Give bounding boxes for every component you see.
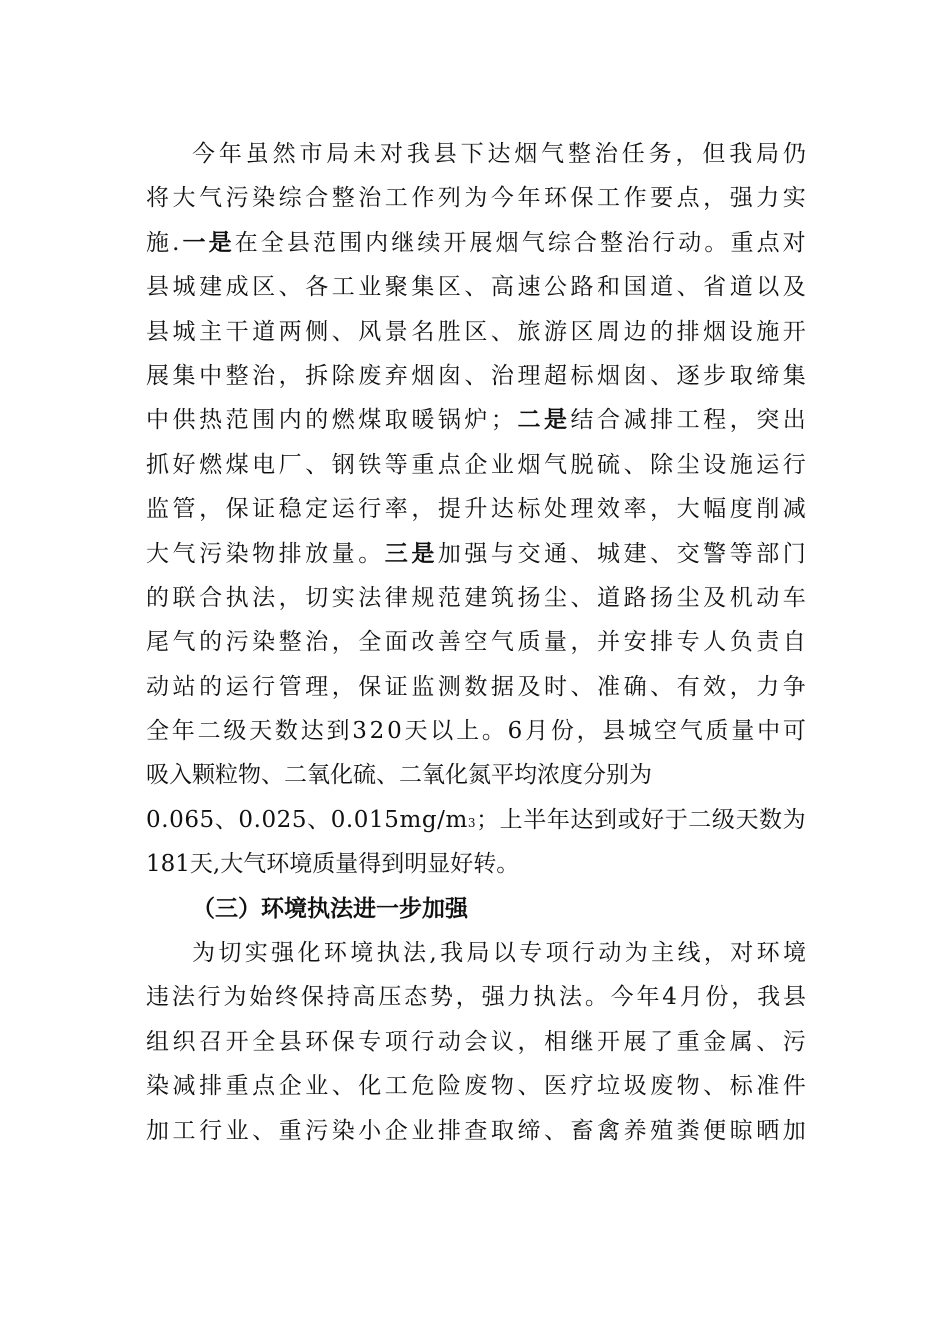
paragraph-line: 组 织 召 开 全 县 环 保 专 项 行 动 会 议 ， 相 继 开 展 了 重 金 属 、 污 bbox=[146, 1028, 806, 1055]
paragraph-line: 为 切 实 强 化 环 境 执 法 , 我 局 以 专 项 行 动 为 主 线 ， 对 环 境 bbox=[192, 940, 806, 967]
paragraph-line: 动 站 的 运 行 管 理 ， 保 证 监 测 数 据 及 时 、 准 确 、 有 效 ， 力 争 bbox=[146, 673, 806, 700]
section-heading bbox=[146, 887, 806, 931]
paragraph-line: 尾 气 的 污 染 整 治 ， 全 面 改 善 空 气 质 量 ， 并 安 排 专 人 负 责 自 bbox=[146, 629, 806, 656]
paragraph-line: 展 集 中 整 治 ， 拆 除 废 弃 烟 囱 、 治 理 超 标 烟 囱 、 逐 步 取 缔 集 bbox=[146, 362, 806, 389]
paragraph-line: 全 年 二 级 天 数 达 到 3 2 0 天 以 上 。 6 月 份 ， 县 城 空 气 质 量 中 可 bbox=[146, 718, 806, 745]
paragraph-line: 监 管 ， 保 证 稳 定 运 行 率 ， 提 升 达 标 处 理 效 率 ， 大 幅 度 削 减 bbox=[146, 496, 806, 523]
line-text: 181天,大气环境质量得到明显好转。 bbox=[146, 851, 520, 878]
paragraph-line: 违 法 行 为 始 终 保 持 高 压 态 势 ， 强 力 执 法 。 今 年 4 月 份 ， 我 县 bbox=[146, 984, 806, 1011]
paragraph-line: 县 城 主 干 道 两 侧 、 风 景 名 胜 区 、 旅 游 区 周 边 的 排 烟 设 施 开 bbox=[146, 318, 806, 345]
paragraph-line: 的 联 合 执 法 ， 切 实 法 律 规 范 建 筑 扬 尘 、 道 路 扬 尘 及 机 动 车 bbox=[146, 584, 806, 611]
paragraph-line bbox=[146, 842, 806, 886]
paragraph-line: 抓 好 燃 煤 电 厂 、 钢 铁 等 重 点 企 业 烟 气 脱 硫 、 除 尘 设 施 运 行 bbox=[146, 451, 806, 478]
paragraph-line: 染 减 排 重 点 企 业 、 化 工 危 险 废 物 、 医 疗 垃 圾 废 物 、 标 准 件 bbox=[146, 1073, 806, 1100]
paragraph-line bbox=[146, 753, 806, 797]
paragraph-line: 今 年 虽 然 市 局 未 对 我 县 下 达 烟 气 整 治 任 务 ， 但 我 局 仍 bbox=[192, 141, 806, 167]
paragraph-line: 加 工 行 业 、 重 污 染 小 企 业 排 查 取 缔 、 畜 禽 养 殖 粪 便 晾 晒 加 bbox=[146, 1117, 806, 1144]
paragraph-line: 大 气 污 染 物 排 放 量 。 三 是 加 强 与 交 通 、 城 建 、 交 警 等 部 门 bbox=[146, 540, 806, 567]
paragraph-line: 县 城 建 成 区 、 各 工 业 聚 集 区 、 高 速 公 路 和 国 道 、 省 道 以 及 bbox=[146, 274, 806, 301]
document-body bbox=[146, 132, 806, 1153]
line-text: 吸入颗粒物、二氧化硫、二氧化氮平均浓度分别为 bbox=[146, 762, 652, 789]
paragraph-line: 施 . 一 是 在 全 县 范 围 内 继 续 开 展 烟 气 综 合 整 治 行 动 。 重 点 对 bbox=[146, 229, 806, 256]
line-text: （三）环境执法进一步加强 bbox=[192, 895, 468, 922]
paragraph-line: 中 供 热 范 围 内 的 燃 煤 取 暖 锅 炉 ； 二 是 结 合 减 排 工 程 ， 突 出 bbox=[146, 407, 806, 434]
paragraph-line: 0 . 0 6 5 、 0 . 0 2 5 、 0 . 0 1 5 m g / m 3 ； 上 半 年 达 到 或 好 于 二 级 天 数 为 bbox=[146, 806, 806, 833]
paragraph-line: 将 大 气 污 染 综 合 整 治 工 作 列 为 今 年 环 保 工 作 要 点 ， 强 力 实 bbox=[146, 185, 806, 212]
